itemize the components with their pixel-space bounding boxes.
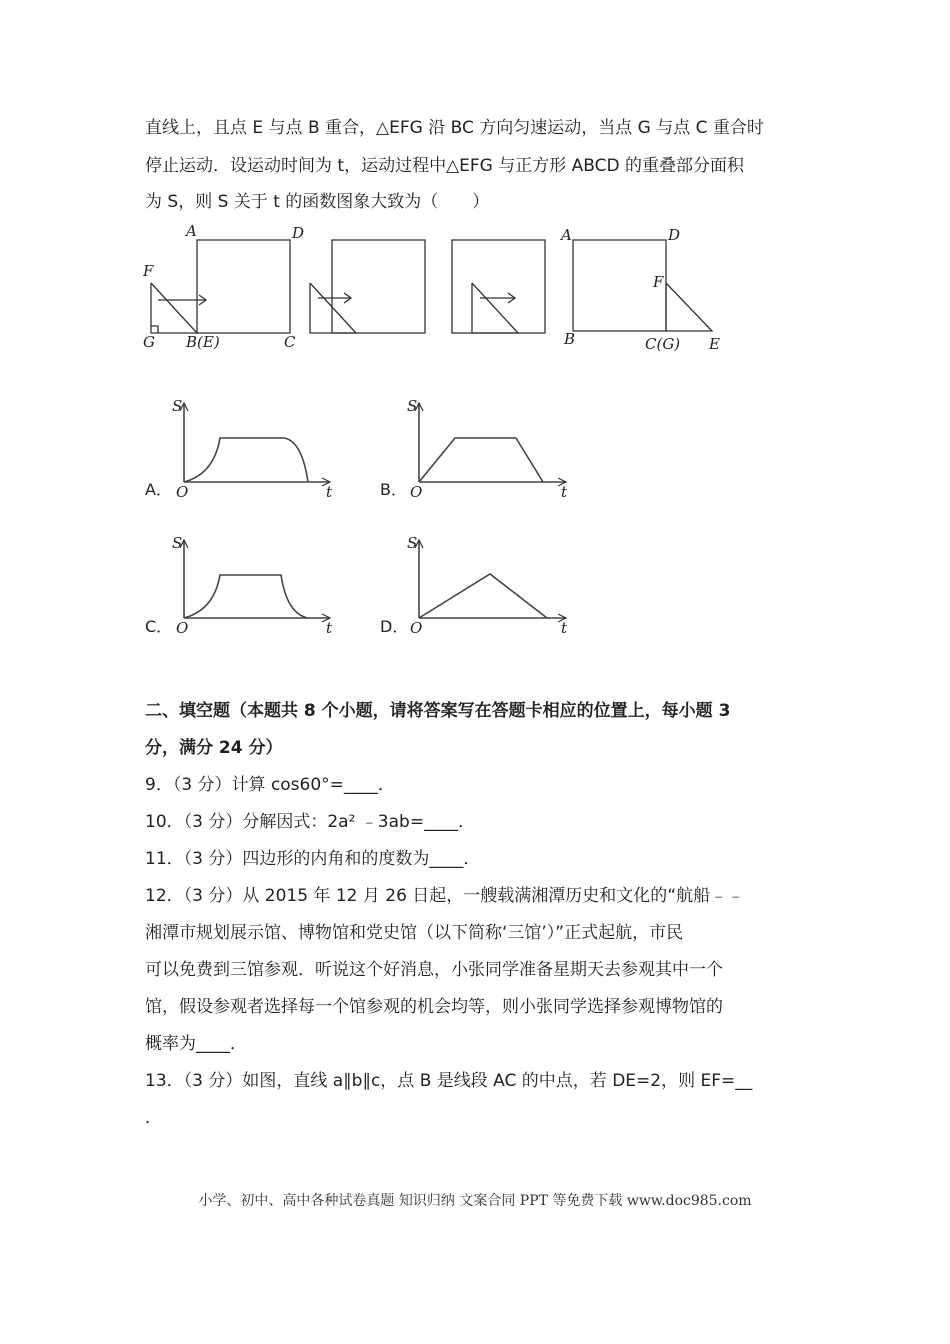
question-12-line-4: 馆，假设参观者选择每一个馆参观的机会均等，则小张同学选择参观博物馆的 <box>145 997 723 1017</box>
question-12-line-3: 可以免费到三馆参观．听说这个好消息，小张同学准备星期天去参观其中一个 <box>145 960 723 980</box>
label-BE: B(E) <box>186 333 220 351</box>
question-line-1: 直线上，且点 E 与点 B 重合，△EFG 沿 BC 方向匀速运动，当点 G 与点 C 重合时 <box>145 118 764 138</box>
question-11: 11．（3 分）四边形的内角和的度数为____． <box>145 849 481 869</box>
graph-b-t-label: t <box>561 483 568 501</box>
option-graphs <box>0 0 950 660</box>
label-F2: F <box>653 273 664 291</box>
section-heading-line-2: 分，满分 24 分） <box>145 738 283 758</box>
graph-c-s-label: S <box>172 534 183 552</box>
graph-b-origin: O <box>410 483 423 501</box>
graph-c-t-label: t <box>326 619 333 637</box>
graph-option-d <box>419 540 566 618</box>
label-A2: A <box>561 226 572 244</box>
graph-c-origin: O <box>176 619 189 637</box>
graph-d-s-label: S <box>407 534 418 552</box>
option-d-label: D． <box>380 617 409 636</box>
graph-a-t-label: t <box>326 483 333 501</box>
section-heading-line-1: 二、填空题（本题共 8 个小题，请将答案写在答题卡相应的位置上，每小题 3 <box>145 701 731 721</box>
graph-option-c <box>184 540 330 618</box>
question-line-3: 为 S，则 S 关于 t 的函数图象大致为（ ） <box>145 192 490 212</box>
label-F: F <box>143 262 154 280</box>
graph-a-s-label: S <box>172 397 183 415</box>
question-line-2: 停止运动．设运动时间为 t，运动过程中△EFG 与正方形 ABCD 的重叠部分面积 <box>145 156 744 176</box>
option-c-label: C． <box>145 617 173 636</box>
question-10: 10．（3 分）分解因式：2a² ﹣3ab=____． <box>145 812 476 832</box>
graph-b-s-label: S <box>407 397 418 415</box>
question-13-line-1: 13．（3 分）如图，直线 a∥b∥c，点 B 是线段 AC 的中点，若 DE=2，则 EF=__ <box>145 1071 753 1091</box>
footer-text: 小学、初中、高中各种试卷真题 知识归纳 文案合同 PPT 等免费下载 www.doc985.com <box>198 1193 752 1209</box>
graph-option-a <box>184 403 330 482</box>
label-D2: D <box>668 226 681 244</box>
label-G: G <box>143 333 155 351</box>
graph-a-origin: O <box>176 483 189 501</box>
label-CG: C(G) <box>645 335 681 353</box>
label-A: A <box>186 222 197 240</box>
label-C: C <box>284 333 296 351</box>
label-E2: E <box>709 335 720 353</box>
question-13-line-2: ． <box>145 1108 162 1128</box>
question-12-line-5: 概率为____． <box>145 1034 247 1054</box>
question-12-line-2: 湘潭市规划展示馆、博物馆和党史馆（以下简称‘三馆’）”正式起航，市民 <box>145 923 684 943</box>
graph-d-origin: O <box>410 619 423 637</box>
option-a-label: A． <box>145 480 172 499</box>
question-12-line-1: 12．（3 分）从 2015 年 12 月 26 日起，一艘载满湘潭历史和文化的“航船﹣﹣ <box>145 886 745 906</box>
label-B2: B <box>564 330 576 348</box>
graph-d-t-label: t <box>561 619 568 637</box>
option-b-label: B． <box>380 480 407 499</box>
graph-option-b <box>419 403 566 482</box>
label-D: D <box>292 224 305 242</box>
question-9: 9．（3 分）计算 cos60°=____． <box>145 775 395 795</box>
